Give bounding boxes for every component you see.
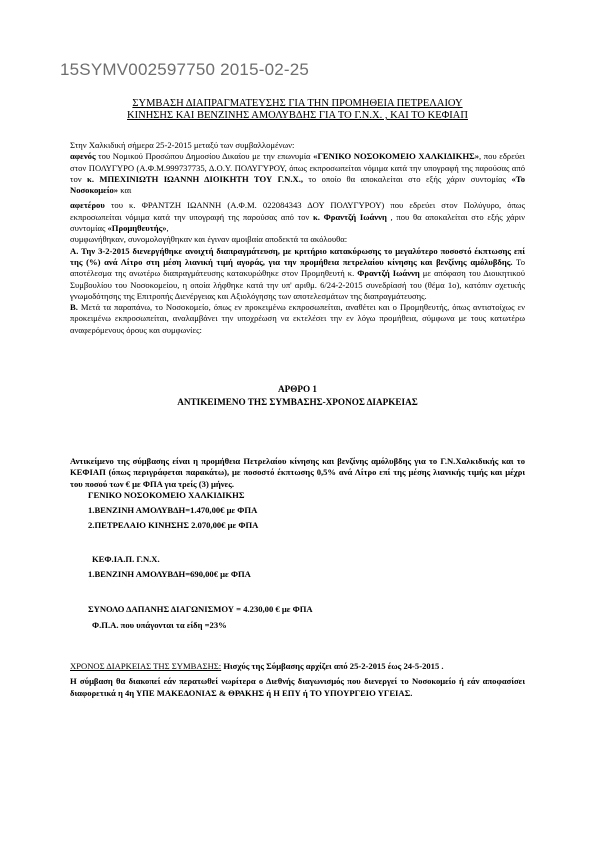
article-number: ΑΡΘΡΟ 1 — [277, 384, 318, 394]
party1-paragraph — [70, 151, 525, 196]
supplier-alias: «Προμηθευτής» — [107, 223, 167, 234]
supplier-name: κ. Φραντζή Ιωάννη — [313, 211, 387, 222]
document-stamp: 15SYMV002597750 2015-02-25 — [60, 60, 310, 79]
total-cost: ΣΥΝΟΛΟ ΔΑΠΑΝΗΣ ΔΙΑΓΩΝΙΣΜΟΥ = 4.230,00 € με ΦΠΑ — [88, 604, 313, 615]
agreed-line: συμφωνήθηκαν, συνομολογήθηκαν και έγιναν αμοιβαία αποδεκτά τα ακόλουθα: — [70, 234, 348, 245]
paragraph-b-text: Μετά τα παραπάνω, το Νοσοκομείο, όπως εν προκειμένω εκπροσωπείται, αναθέτει και ο Προμηθευτής, όπως αντιστοίχως εν προκειμένω εκπροσωπείται, αναλαμβάνει την υποχρέωση να εκτελέσει την εν λόγω προμήθεια, σύμφωνα με τους κατωτέρω αναφερόμενους όρους και συμφωνίες: — [70, 302, 525, 335]
paragraph-b — [70, 302, 525, 336]
kefiap-heading: ΚΕΦ.ΙΑ.Π. Γ.Ν.Χ. — [92, 553, 160, 564]
party2-text2: , που θα αποκαλείται στο εξής χάριν συντομίας — [70, 211, 525, 234]
hospital-heading: ΓΕΝΙΚΟ ΝΟΣΟΚΟΜΕΙΟ ΧΑΛΚΙΔΙΚΗΣ — [88, 489, 245, 500]
hospital-item-1: 1.ΒΕΝΖΙΝΗ ΑΜΟΛΥΒΔΗ=1.470,00€ με ΦΠΑ — [88, 505, 258, 516]
party1-text2: , που εδρεύει στον ΠΟΛΥΓΥΡΟ (Α.Φ.Μ.999737735, Δ.Ο.Υ. ΠΟΛΥΓΥΡΟΥ, όπως εκπροσωπείται νόμιμα κατά την υπογραφή της παρούσας από τον — [70, 151, 525, 184]
paragraph-a — [70, 246, 525, 302]
paragraph-b-letter: Β. — [70, 302, 78, 313]
object-section — [70, 456, 525, 631]
article-section — [70, 384, 525, 409]
paragraph-a-text2: με απόφαση του Διοικητικού Συμβουλίου του Νοσοκομείου, η οποία λήφθηκε κατά την υπ' αριθμ. 6/24-2-2015 συνεδρίασή του (θέμα 1ο), κατόπιν σχετικής γνωμοδότησης της Επιτροπής Διενέργειας και Αξιολόγησης των αποτελεσμάτων της διαπραγμάτευσης. — [70, 268, 525, 301]
object-paragraph: Αντικείμενο της σύμβασης είναι η προμήθεια Πετρελαίου κίνησης και βενζίνης αμόλυβδης για το Γ.Ν.Χαλκιδικής και το ΚΕΦΙΑΠ (όπως περιγράφεται παρακάτω), με ποσοστό έκπτωσης 0,5% ανά Λίτρο επί της μέσης λιανικής τιμής και μέχρι του ποσού των € με ΦΠΑ για τρείς (3) μήνες. — [70, 456, 525, 489]
duration-paragraph — [70, 661, 525, 672]
article-title: ΑΝΤΙΚΕΙΜΕΝΟ ΤΗΣ ΣΥΜΒΑΣΗΣ-ΧΡΟΝΟΣ ΔΙΑΡΚΕΙΑΣ — [177, 397, 418, 408]
paragraph-a-bold: Α. Την 3-2-2015 διενεργήθηκε ανοιχτή διαπραγμάτευση, με κριτήριο κατακύρωσης το μεγαλύτερο ποσοστό έκπτωσης επί της (%) ανά Λίτρο στη μέση λιανική τιμή αγοράς, για την προμήθεια πετρελαίου κίνησης και βενζίνης αμόλυβδης. — [70, 245, 525, 267]
hospital-item-2: 2.ΠΕΤΡΕΛΑΙΟ ΚΙΝΗΣΗΣ 2.070,00€ με ΦΠΑ — [88, 520, 259, 531]
party2-lead: αφετέρου — [70, 200, 105, 211]
paragraph-a-supplier: Φραντζή Ιωάννη — [357, 268, 420, 279]
contract-body — [70, 140, 525, 336]
party1-lead: αφενός — [70, 151, 96, 162]
duration-section — [70, 661, 525, 699]
kefiap-item-1: 1.ΒΕΝΖΙΝΗ ΑΜΟΛΥΒΔΗ=690,00€ με ΦΠΑ — [88, 569, 251, 580]
director-name: κ. ΜΠΕΧΙΝΙΩΤΗ ΙΩΑΝΝΗ ΔΙΟΙΚΗΤΗ ΤΟΥ Γ.Ν.Χ., — [87, 173, 304, 184]
party1-text3: το οποίο θα αποκαλείται στο εξής χάριν συντομίας — [303, 173, 512, 184]
hospital-name: «ΓΕΝΙΚΟ ΝΟΣΟΚΟΜΕΙΟ ΧΑΛΚΙΔΙΚΗΣ» — [313, 151, 480, 162]
duration-text: Ηισχύς της Σύμβασης αρχίζει από 25-2-2015 έως 24-5-2015 . — [221, 661, 444, 671]
intro-line: Στην Χαλκιδική σήμερα 25-2-2015 μεταξύ των συμβαλλομένων: — [70, 140, 295, 150]
party1-text1: του Νομικού Προσώπου Δημοσίου Δικαίου με την επωνυμία — [95, 151, 314, 162]
party2-text1: του κ. ΦΡΑΝΤΖΗ ΙΩΑΝΝΗ (Α.Φ.Μ. 022084343 ΔΟΥ ΠΟΛΥΓΥΡΟΥ) που εδρεύει στον Πολύγυρο, όπως εκπροσωπείται νόμιμα κατά την υπογραφή της παρούσας από τον — [70, 200, 525, 222]
vat-rate: Φ.Π.Α. που υπάγονται τα είδη =23% — [92, 619, 227, 630]
hospital-alias: «Το Νοσοκομείο» — [70, 173, 525, 196]
party2-paragraph — [70, 200, 525, 234]
termination-paragraph: Η σύμβαση θα διακοπεί εάν περατωθεί νωρίτερα ο Διεθνής διαγωνισμός που διενεργεί το Νοσοκομείο ή εάν αποφασίσει διαφορετικά η 4η ΥΠΕ ΜΑΚΕΔΟΝΙΑΣ & ΘΡΑΚΗΣ ή Η ΕΠΥ ή ΤΟ ΥΠΟΥΡΓΕΙΟ ΥΓΕΙΑΣ. — [70, 676, 525, 698]
paragraph-a-text1: Το αποτέλεσμα της ανωτέρω διαπραγμάτευσης κατακυρώθηκε στον Προμηθευτή κ. — [70, 256, 525, 279]
contract-title-line1: ΣΥΜΒΑΣΗ ΔΙΑΠΡΑΓΜΑΤΕΥΣΗΣ ΓΙΑ ΤΗΝ ΠΡΟΜΗΘΕΙΑ ΠΕΤΡΕΛΑΙΟΥ — [132, 98, 463, 109]
party1-text4: και — [118, 185, 132, 196]
contract-title-line2: ΚΙΝΗΣΗΣ ΚΑΙ ΒΕΝΖΙΝΗΣ ΑΜΟΛΥΒΔΗΣ ΓΙΑ ΤΟ Γ.Ν.Χ. , ΚΑΙ ΤΟ ΚΕΦΙΑΠ — [127, 110, 468, 121]
party2-text3: , — [166, 223, 169, 234]
duration-label: ΧΡΟΝΟΣ ΔΙΑΡΚΕΙΑΣ ΤΗΣ ΣΥΜΒΑΣΗΣ: — [70, 661, 222, 671]
